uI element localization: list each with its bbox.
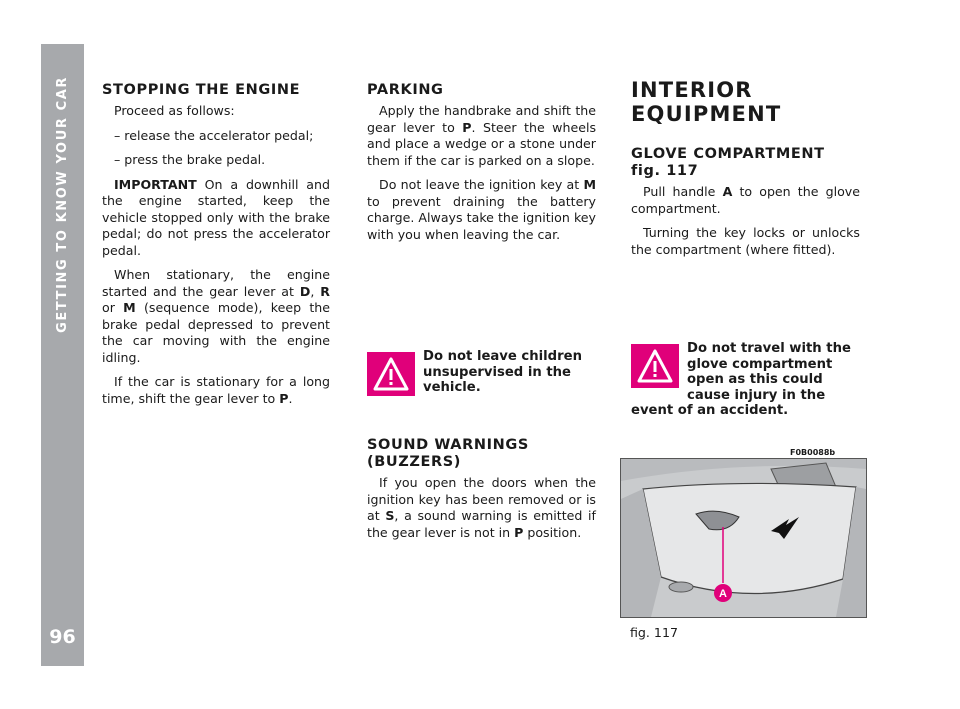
paragraph: Turning the key locks or unlocks the compartment (where fitted). bbox=[631, 225, 860, 257]
section-heading-parking: PARKING bbox=[367, 82, 444, 98]
paragraph-important: IMPORTANT On a downhill and the engine started, keep the vehicle stopped only with the brake pedal; do not press the accelerator pedal. bbox=[102, 176, 330, 258]
section-heading-stopping-engine: STOPPING THE ENGINE bbox=[102, 82, 301, 98]
paragraph: Do not leave the ignition key at M to prevent draining the battery charge. Always take the ignition key with you when leaving the car. bbox=[367, 177, 596, 242]
paragraph: Proceed as follows: bbox=[114, 103, 235, 118]
page-number: 96 bbox=[49, 626, 76, 648]
warning-triangle-icon bbox=[367, 352, 415, 396]
warning-triangle-icon bbox=[631, 344, 679, 388]
paragraph: If the car is stationary for a long time, shift the gear lever to P. bbox=[102, 374, 330, 406]
sidebar bbox=[41, 44, 84, 666]
chapter-title: INTERIOR EQUIPMENT bbox=[631, 78, 782, 126]
section-heading-glove-compartment: GLOVE COMPARTMENT fig. 117 bbox=[631, 146, 825, 179]
important-label: IMPORTANT bbox=[114, 176, 197, 192]
paragraph: Apply the handbrake and shift the gear lever to P. Steer the wheels and place a wedge or a stone under them if the car is parked on a slope. bbox=[367, 103, 596, 168]
paragraph: – press the brake pedal. bbox=[114, 152, 266, 167]
column-parking bbox=[367, 82, 596, 251]
figure-code: F0B0088b bbox=[790, 448, 836, 457]
figure-label-a: A bbox=[719, 588, 727, 600]
warning-box-children bbox=[367, 349, 596, 396]
figure-caption: fig. 117 bbox=[630, 625, 678, 640]
glove-compartment-illustration bbox=[621, 459, 866, 617]
column-interior-equipment bbox=[631, 78, 860, 266]
paragraph: – release the accelerator pedal; bbox=[114, 127, 314, 143]
warning-text: Do not travel with the glove compartment open as this could cause injury in the event of an accident. bbox=[631, 341, 851, 418]
warning-box-glove-compartment bbox=[631, 341, 860, 419]
column-stopping-engine bbox=[102, 82, 330, 415]
sidebar-title: GETTING TO KNOW YOUR CAR bbox=[55, 76, 70, 333]
paragraph: If you open the doors when the ignition key has been removed or is at S, a sound warning is emitted if the gear lever is not in P position. bbox=[367, 475, 596, 540]
section-heading-sound-warnings: SOUND WARNINGS (BUZZERS) bbox=[367, 437, 529, 470]
section-sound-warnings bbox=[367, 437, 596, 541]
paragraph: When stationary, the engine started and the gear lever at D, R or M (sequence mode), keep the brake pedal depressed to prevent the car moving with the engine idling. bbox=[102, 267, 331, 365]
warning-text: Do not leave children unsupervised in the vehicle. bbox=[423, 349, 582, 395]
paragraph: Pull handle A to open the glove compartment. bbox=[631, 184, 861, 216]
figure-glove-compartment bbox=[620, 458, 867, 618]
